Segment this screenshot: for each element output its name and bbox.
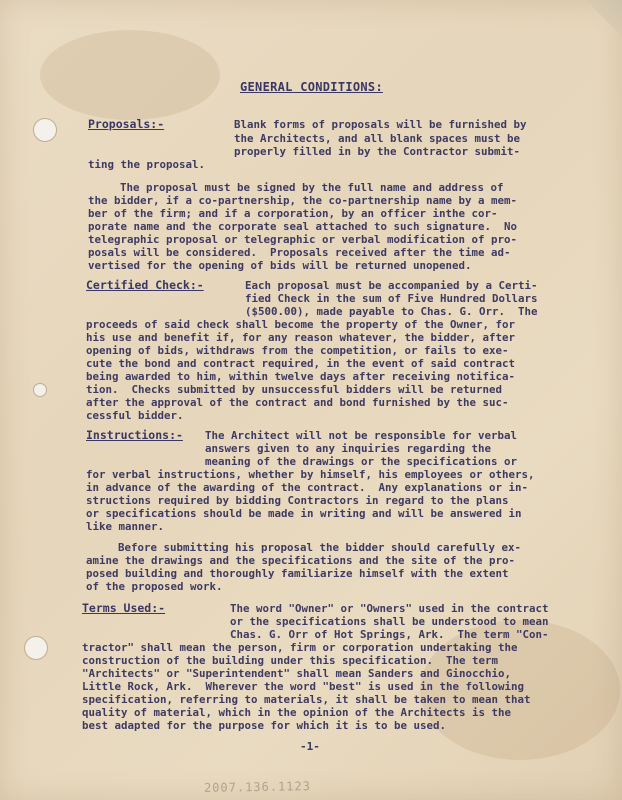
page-number: -1-	[300, 740, 320, 753]
archive-stamp: 2007.136.1123	[203, 779, 312, 795]
text-line: or specifications should be made in writing and will be answered in	[86, 507, 522, 520]
text-line: Chas. G. Orr of Hot Springs, Ark. The term "Con-	[230, 628, 549, 641]
text-line: vertised for the opening of bids will be returned unopened.	[88, 259, 472, 272]
document-title: GENERAL CONDITIONS:	[240, 80, 383, 94]
text-line: fied Check in the sum of Five Hundred Dollars	[245, 292, 538, 305]
text-line: the Architects, and all blank spaces must be	[234, 132, 521, 145]
text-line: after the approval of the contract and bond furnished by the suc-	[86, 396, 509, 409]
text-line: best adapted for the purpose for which it is to be used.	[82, 719, 447, 732]
folded-corner	[582, 0, 622, 40]
text-line: Before submitting his proposal the bidder should carefully ex-	[118, 541, 522, 554]
text-line: ($500.00), made payable to Chas. G. Orr. The	[245, 305, 538, 318]
text-line: The proposal must be signed by the full name and address of	[120, 181, 504, 194]
text-line: posed building and thoroughly familiarize himself with the extent	[86, 567, 509, 580]
punch-hole-top	[33, 118, 57, 142]
text-line: ber of the firm; and if a corporation, by an officer inthe cor-	[88, 207, 498, 220]
text-line: Each proposal must be accompanied by a Certi-	[245, 279, 538, 292]
text-line: amine the drawings and the specifications and the site of the pro-	[86, 554, 516, 567]
text-line: The Architect will not be responsible for verbal	[205, 429, 518, 442]
text-line: porate name and the corporate seal attached to such signature. No	[88, 220, 518, 233]
text-line: Little Rock, Ark. Wherever the word "best" is used in the following	[82, 680, 525, 693]
text-line: like manner.	[86, 520, 165, 533]
paper-stain	[40, 30, 220, 120]
text-line: answers given to any inquiries regarding the	[205, 442, 492, 455]
text-line: the bidder, if a co-partnership, the co-partnership name by a mem-	[88, 194, 518, 207]
text-line: The word "Owner" or "Owners" used in the contract	[230, 602, 549, 615]
text-line: construction of the building under this specification. The term	[82, 654, 499, 667]
text-line: telegraphic proposal or telegraphic or verbal modification of pro-	[88, 233, 518, 246]
text-line: his use and benefit if, for any reason whatever, the bidder, after	[86, 331, 516, 344]
punch-hole-middle	[33, 383, 47, 397]
text-line: tractor" shall mean the person, firm or corporation undertaking the	[82, 641, 518, 654]
section-label-proposals: Proposals:-	[88, 117, 165, 131]
text-line: for verbal instructions, whether by himself, his employees or others,	[86, 468, 535, 481]
text-line: being awarded to him, within twelve days after receiving notifica-	[86, 370, 516, 383]
text-line: cessful bidder.	[86, 409, 184, 422]
text-line: quality of material, which in the opinion of the Architects is the	[82, 706, 512, 719]
text-line: proceeds of said check shall become the property of the Owner, for	[86, 318, 516, 331]
section-label-terms-used: Terms Used:-	[82, 601, 166, 615]
text-line: meaning of the drawings or the specifications or	[205, 455, 518, 468]
text-line: properly filled in by the Contractor submit-	[234, 145, 521, 158]
text-line: Blank forms of proposals will be furnished by	[234, 118, 527, 131]
text-line: tion. Checks submitted by unsuccessful bidders will be returned	[86, 383, 503, 396]
text-line: "Architects" or "Superintendent" shall mean Sanders and Ginocchio,	[82, 667, 512, 680]
text-line: cute the bond and contract required, in the event of said contract	[86, 357, 516, 370]
text-line: in advance of the awarding of the contract. Any explanations or in-	[86, 481, 529, 494]
text-line: ting the proposal.	[88, 158, 206, 171]
text-line: or the specifications shall be understood to mean	[230, 615, 549, 628]
punch-hole-bottom	[24, 636, 48, 660]
text-line: of the proposed work.	[86, 580, 223, 593]
text-line: structions required by bidding Contractors in regard to the plans	[86, 494, 509, 507]
section-label-instructions: Instructions:-	[86, 428, 183, 442]
text-line: specification, referring to materials, it shall be taken to mean that	[82, 693, 531, 706]
text-line: posals will be considered. Proposals received after the time ad-	[88, 246, 511, 259]
text-line: opening of bids, withdraws from the competition, or fails to exe-	[86, 344, 509, 357]
section-label-certified-check: Certified Check:-	[86, 278, 204, 292]
